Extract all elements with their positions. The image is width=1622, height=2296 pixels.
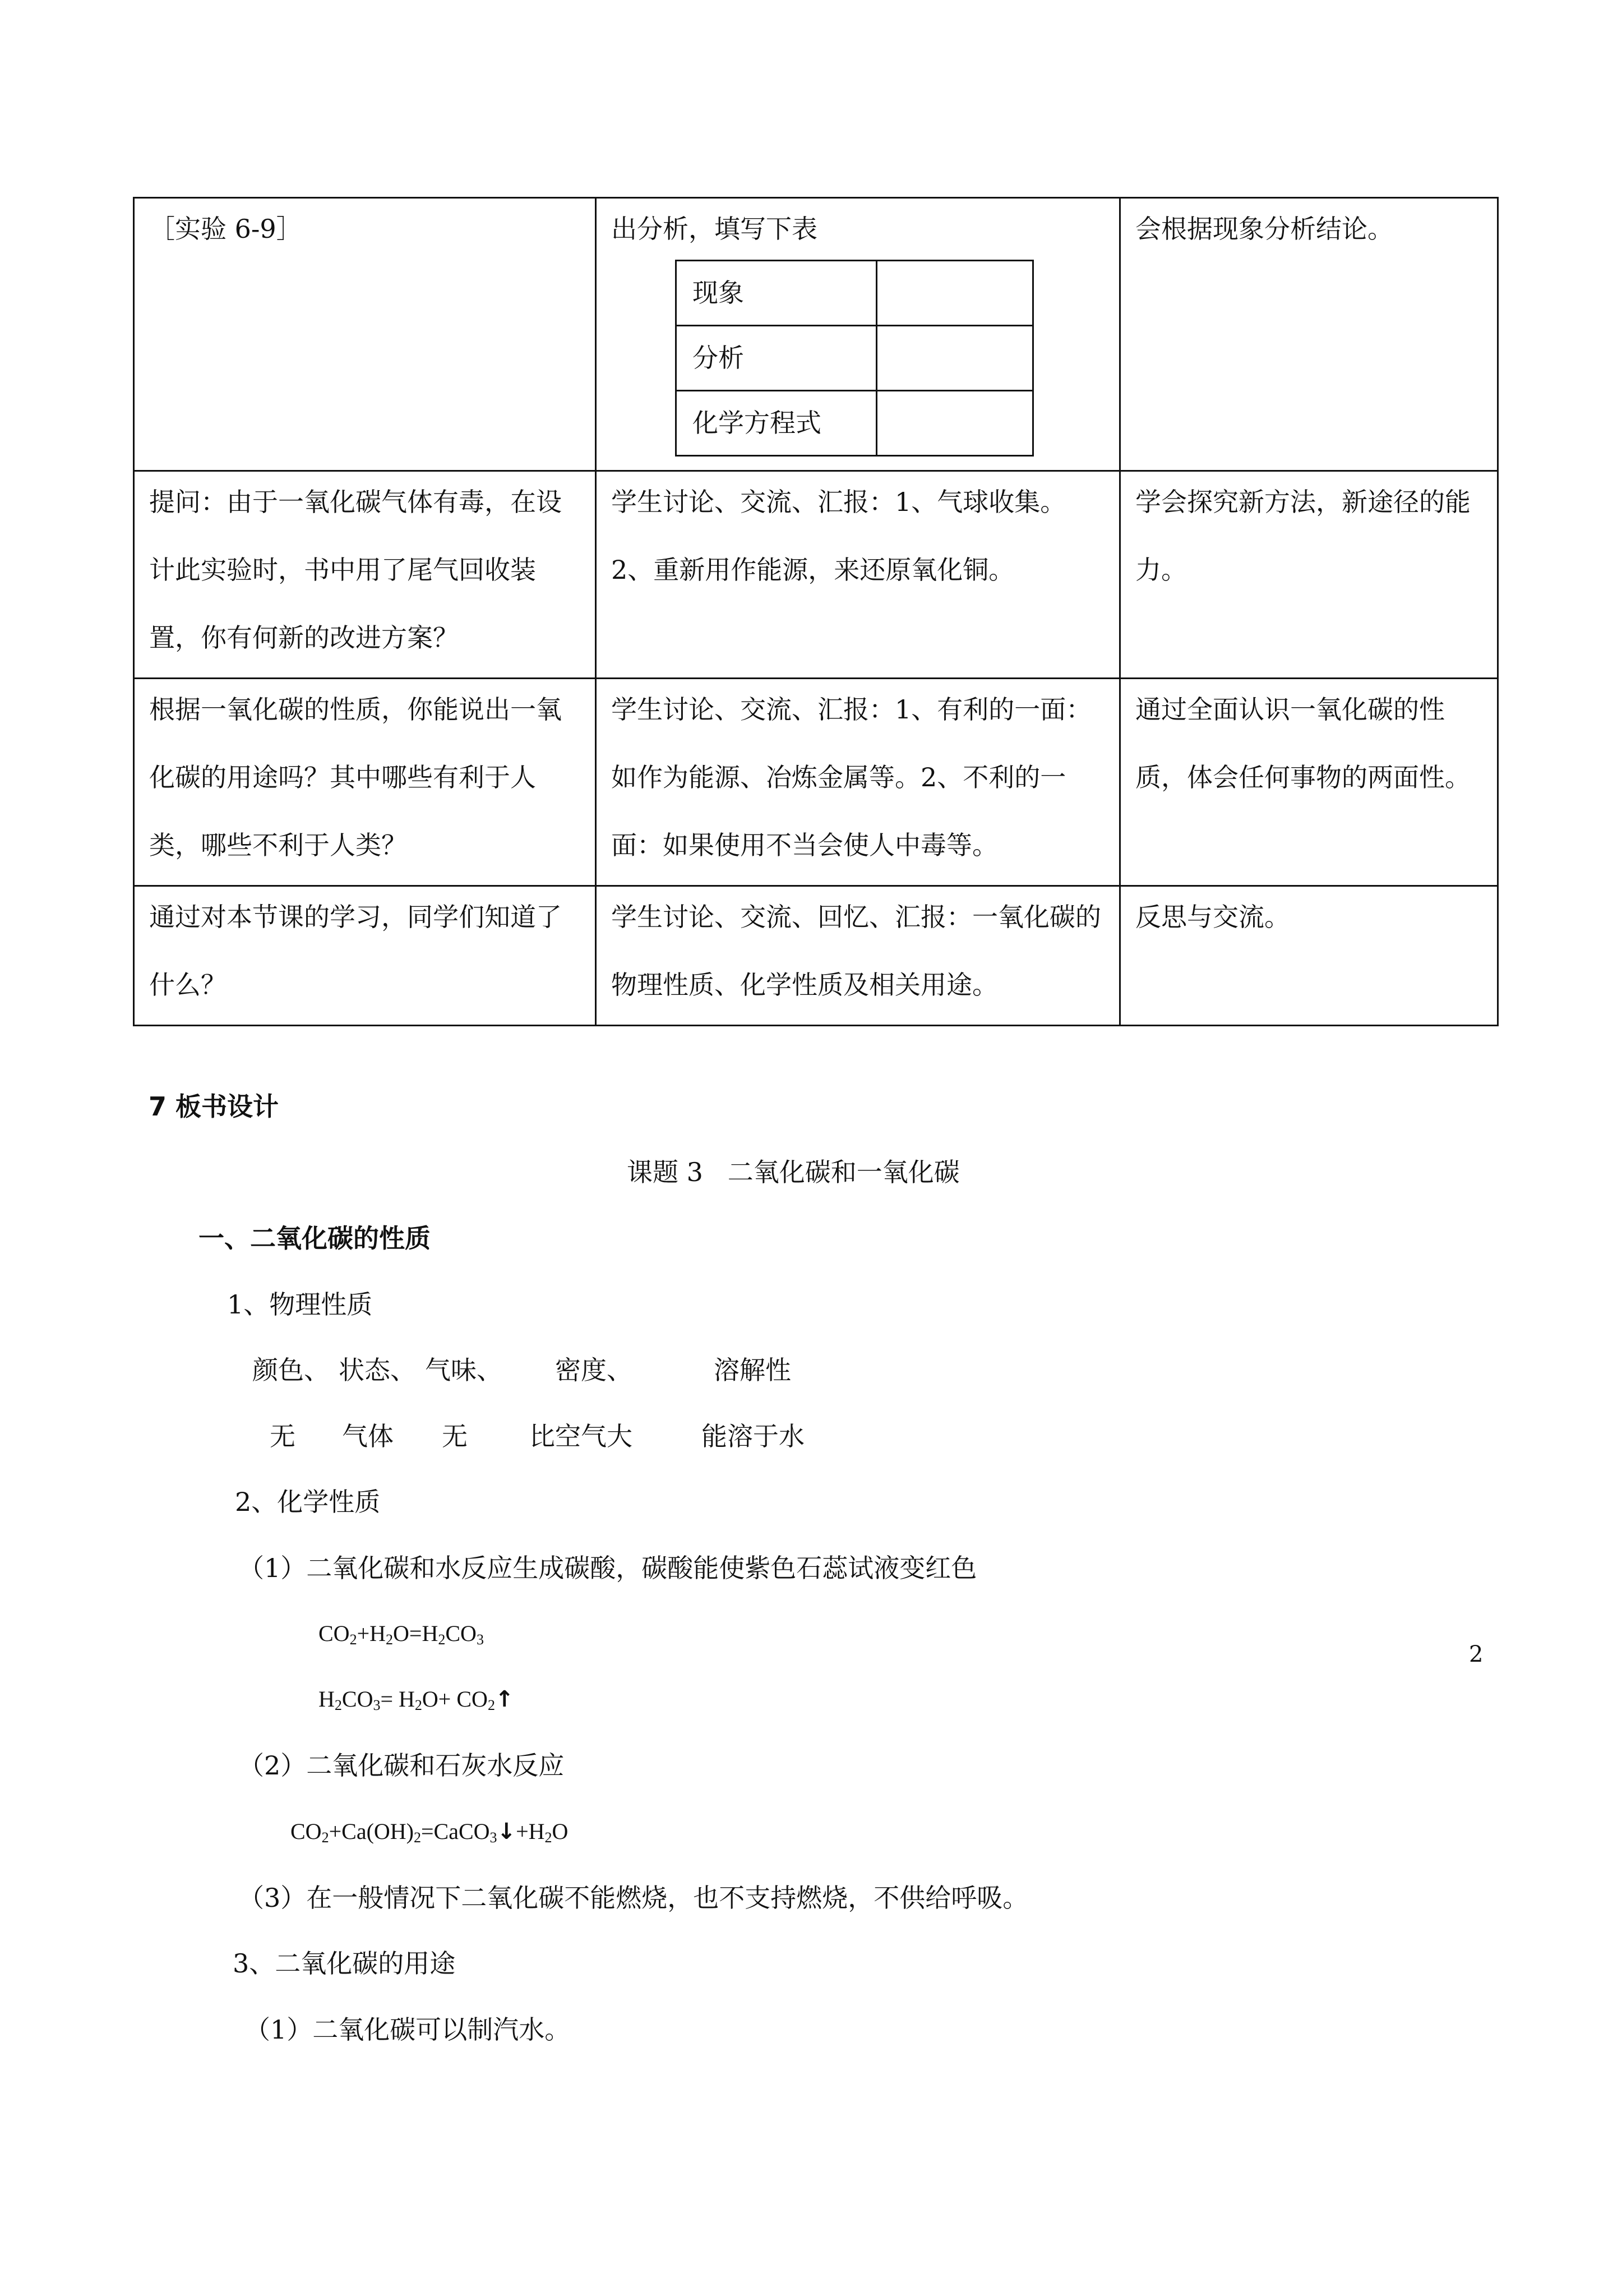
observation-label: 化学方程式 (676, 391, 877, 456)
observation-row (676, 261, 1033, 326)
observation-value (877, 261, 1033, 326)
property-name: 颜色、 (252, 1355, 330, 1385)
table-row (134, 886, 1498, 1026)
property-value: 无 (442, 1421, 468, 1451)
observation-label: 分析 (676, 326, 877, 391)
student-activity-cell: 学生讨论、交流、回忆、汇报：一氧化碳的物理性质、化学性质及相关用途。 (596, 886, 1120, 1026)
teacher-activity-cell: 根据一氧化碳的性质，你能说出一氧化碳的用途吗？其中哪些有利于人类，哪些不利于人类？ (134, 679, 596, 886)
chemical-item: （2）二氧化碳和石灰水反应 (238, 1750, 565, 1781)
observation-table (675, 260, 1034, 457)
uses-item: （1）二氧化碳可以制汽水。 (244, 2014, 571, 2045)
design-intent-cell: 会根据现象分析结论。 (1120, 198, 1498, 471)
student-activity-cell: 学生讨论、交流、汇报：1、气球收集。2、重新用作能源，来还原氧化铜。 (596, 471, 1120, 679)
equation-co2-water: $CO_2+H_2O=H_2CO_3$ (318, 1621, 484, 1648)
property-value: 比空气大 (529, 1421, 632, 1451)
equation-carbonic-decomposition: $H_2CO_3= H_2O+$ $CO_2↑$ (318, 1686, 514, 1713)
page-number: 2 (1469, 1642, 1484, 1667)
observation-value (877, 326, 1033, 391)
property-names-row (0, 1353, 1622, 1387)
precipitate-arrow-icon: ↓ (497, 1819, 516, 1845)
physical-properties-heading: 1、物理性质 (227, 1289, 373, 1320)
teacher-activity-cell: 通过对本节课的学习，同学们知道了什么？ (134, 886, 596, 1026)
part-heading: 一、二氧化碳的性质 (198, 1223, 431, 1253)
property-name: 气味、 (425, 1355, 502, 1385)
design-intent-cell: 学会探究新方法，新途径的能力。 (1120, 471, 1498, 679)
chemical-item: （3）在一般情况下二氧化碳不能燃烧，也不支持燃烧，不供给呼吸。 (238, 1883, 1029, 1913)
teacher-activity-cell: 提问：由于一氧化碳气体有毒，在设计此实验时，书中用了尾气回收装置，你有何新的改进方案？ (134, 471, 596, 679)
section-heading: 7 板书设计 (149, 1091, 279, 1122)
chemical-properties-heading: 2、化学性质 (235, 1487, 381, 1517)
observation-row (676, 391, 1033, 456)
property-values-row (0, 1419, 1622, 1453)
gas-arrow-icon: ↑ (495, 1686, 514, 1712)
table-row (134, 198, 1498, 471)
property-value: 能溶于水 (701, 1421, 805, 1451)
chemical-item: （1）二氧化碳和水反应生成碳酸，碳酸能使紫色石蕊试液变红色 (238, 1553, 977, 1583)
property-name: 状态、 (339, 1355, 416, 1385)
property-name: 密度、 (555, 1355, 632, 1385)
student-activity-cell: 出分析，填写下表 现象 分析 化学方程式 (596, 198, 1120, 471)
property-value: 无 (270, 1421, 295, 1451)
property-name: 溶解性 (714, 1355, 791, 1385)
observation-value (877, 391, 1033, 456)
design-intent-cell: 通过全面认识一氧化碳的性质，体会任何事物的两面性。 (1120, 679, 1498, 886)
teacher-activity-cell: ［实验 6-9］ (134, 198, 596, 471)
table-row (134, 679, 1498, 886)
table-row (134, 471, 1498, 679)
lesson-title: 课题 3 二氧化碳和一氧化碳 (627, 1157, 960, 1187)
observation-label: 现象 (676, 261, 877, 326)
uses-heading: 3、二氧化碳的用途 (233, 1948, 456, 1979)
design-intent-cell: 反思与交流。 (1120, 886, 1498, 1026)
student-activity-cell: 学生讨论、交流、汇报：1、有利的一面：如作为能源、冶炼金属等。2、不利的一面：如果使用不当会使人中毒等。 (596, 679, 1120, 886)
observation-row (676, 326, 1033, 391)
equation-co2-limewater: $CO_2+Ca(OH)_2=CaCO_3↓+H_2O$ (290, 1819, 569, 1846)
property-value: 气体 (342, 1421, 394, 1451)
lesson-table (133, 197, 1499, 1026)
